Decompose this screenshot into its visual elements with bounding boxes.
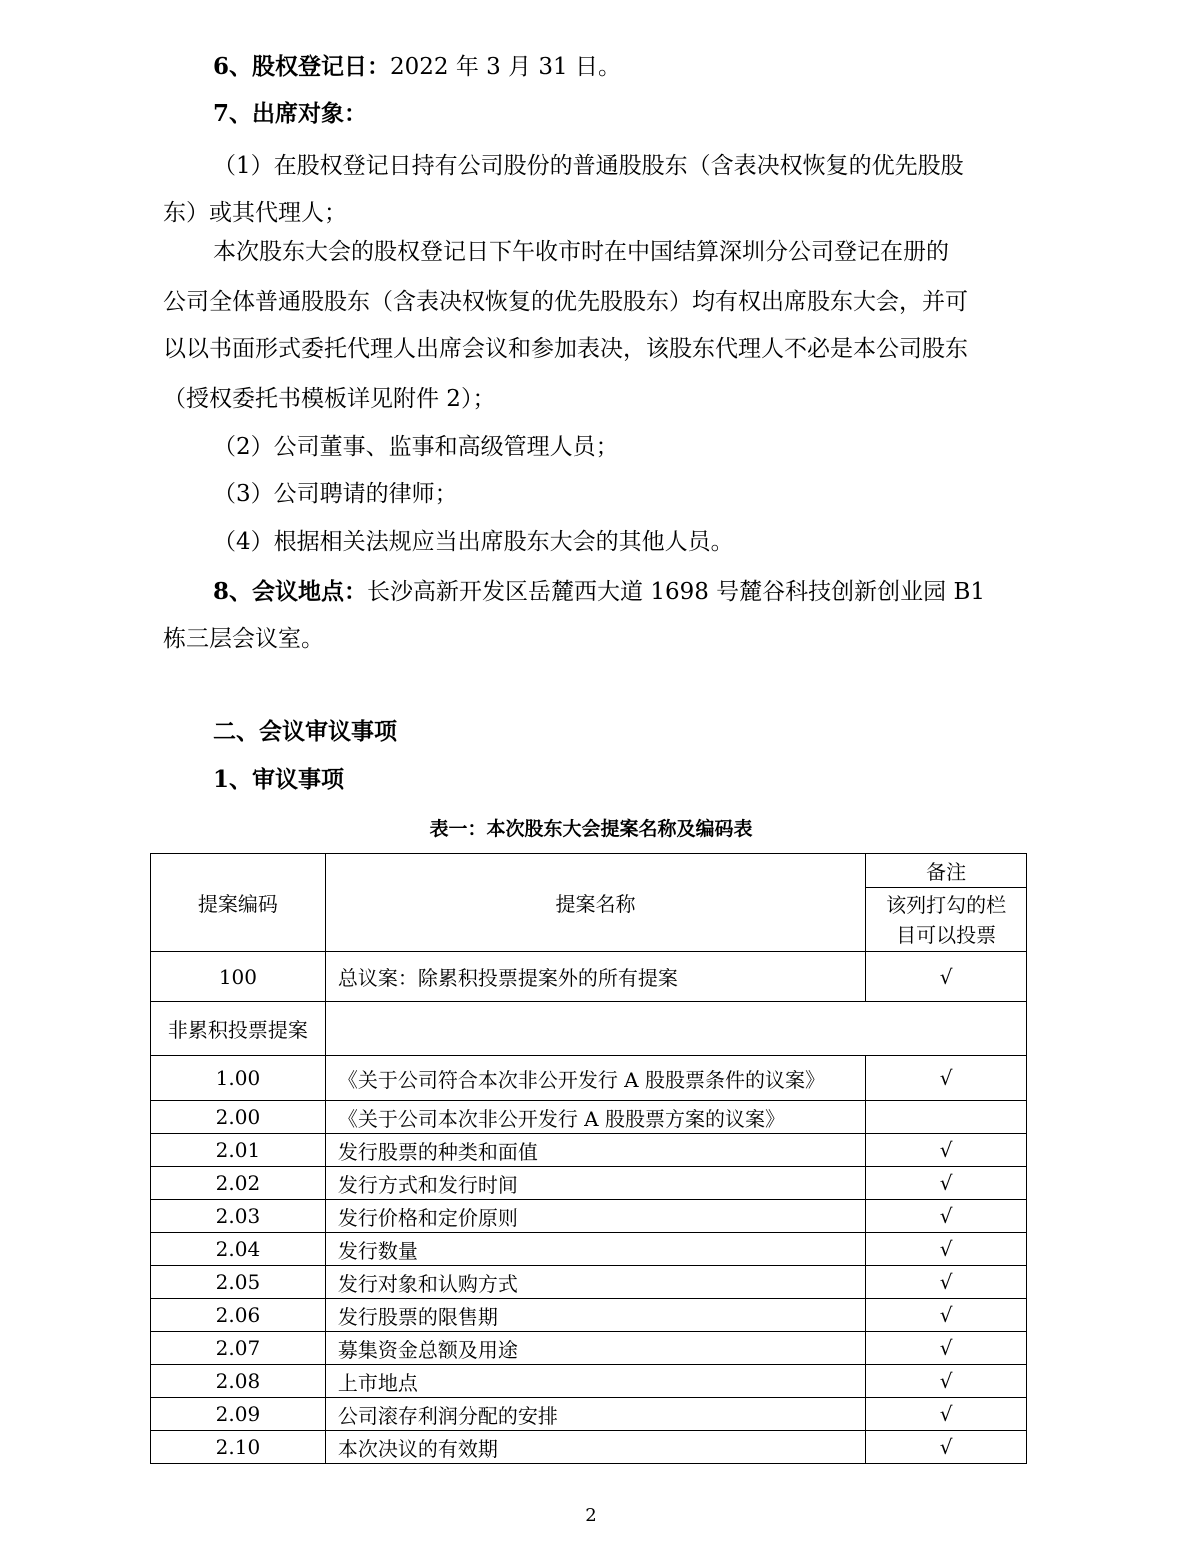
table-row (151, 1167, 1027, 1200)
cell-name: 发行价格和定价原则 (325, 1200, 865, 1233)
cell-code: 1.00 (151, 1056, 326, 1101)
cell-code: 2.10 (151, 1431, 326, 1464)
header-code: 提案编码 (151, 854, 326, 952)
cell-code: 2.09 (151, 1398, 326, 1431)
group-row (151, 1002, 1027, 1056)
check-mark: √ (866, 1431, 1027, 1464)
table-row (151, 1365, 1027, 1398)
check-mark: √ (866, 1299, 1027, 1332)
table-caption: 表一：本次股东大会提案名称及编码表 (429, 818, 753, 840)
subsection-heading: 1、审议事项 (213, 766, 345, 793)
check-mark: √ (866, 1134, 1027, 1167)
cell-code: 100 (151, 952, 326, 1002)
para-body-b: 公司全体普通股股东（含表决权恢复的优先股股东）均有权出席股东大会，并可 (163, 289, 968, 315)
check-mark: √ (866, 1200, 1027, 1233)
cell-name: 募集资金总额及用途 (325, 1332, 865, 1365)
para-1a: （1）在股权登记日持有公司股份的普通股股东（含表决权恢复的优先股股 (213, 153, 964, 179)
item-6-label: 6、股权登记日： (213, 53, 391, 80)
venue: 长沙高新开发区岳麓西大道 1698 号麓谷科技创新创业园 B1 (367, 579, 986, 605)
para-body-d: （授权委托书模板详见附件 2）； (163, 386, 496, 412)
table-row (151, 1299, 1027, 1332)
cell-name: 总议案：除累积投票提案外的所有提案 (325, 952, 865, 1002)
cell-code: 2.08 (151, 1365, 326, 1398)
header-note-sub-1: 该列打勾的栏 (886, 892, 1007, 917)
record-date: 2022 年 3 月 31 日。 (390, 54, 622, 80)
line-8 (213, 577, 985, 607)
header-name: 提案名称 (325, 854, 865, 952)
table-row (151, 1332, 1027, 1365)
group-label: 非累积投票提案 (151, 1002, 326, 1056)
cell-name: 发行对象和认购方式 (325, 1266, 865, 1299)
check-mark: √ (866, 1398, 1027, 1431)
para-item-4: （4）根据相关法规应当出席股东大会的其他人员。 (213, 529, 734, 555)
table-row (151, 1266, 1027, 1299)
group-empty (325, 1002, 1026, 1056)
header-note-sub-2: 目可以投票 (896, 922, 997, 947)
cell-name: 发行股票的限售期 (325, 1299, 865, 1332)
table-row (151, 952, 1027, 1002)
cell-name: 上市地点 (325, 1365, 865, 1398)
check-mark: √ (866, 1056, 1027, 1101)
venue-cont: 栋三层会议室。 (163, 626, 324, 652)
check-mark: √ (866, 952, 1027, 1002)
cell-name: 发行数量 (325, 1233, 865, 1266)
cell-code: 2.06 (151, 1299, 326, 1332)
cell-name: 公司滚存利润分配的安排 (325, 1398, 865, 1431)
page-number: 2 (585, 1505, 597, 1526)
table-row (151, 1134, 1027, 1167)
table-row (151, 1200, 1027, 1233)
para-1b: 东）或其代理人； (163, 200, 347, 226)
table-row (151, 1233, 1027, 1266)
para-item-3: （3）公司聘请的律师； (213, 481, 458, 507)
cell-name: 《关于公司符合本次非公开发行 A 股股票条件的议案》 (325, 1056, 865, 1101)
section-heading: 二、会议审议事项 (213, 718, 397, 745)
line-6 (213, 52, 621, 82)
para-item-2: （2）公司董事、监事和高级管理人员； (213, 434, 619, 460)
item-8-label: 8、会议地点： (213, 578, 368, 605)
cell-code: 2.00 (151, 1101, 326, 1134)
para-body-c: 以以书面形式委托代理人出席会议和参加表决，该股东代理人不必是本公司股东 (163, 336, 968, 362)
proposal-table (150, 853, 1027, 1464)
table-row (151, 1431, 1027, 1464)
table-row (151, 1056, 1027, 1101)
cell-code: 2.05 (151, 1266, 326, 1299)
cell-code: 2.02 (151, 1167, 326, 1200)
cell-code: 2.07 (151, 1332, 326, 1365)
cell-code: 2.04 (151, 1233, 326, 1266)
header-note-sub (866, 888, 1027, 952)
check-mark: √ (866, 1365, 1027, 1398)
para-body-a: 本次股东大会的股权登记日下午收市时在中国结算深圳分公司登记在册的 (213, 239, 949, 265)
check-mark: √ (866, 1332, 1027, 1365)
check-mark: √ (866, 1233, 1027, 1266)
cell-code: 2.01 (151, 1134, 326, 1167)
header-note: 备注 (866, 854, 1027, 888)
cell-code: 2.03 (151, 1200, 326, 1233)
cell-name: 《关于公司本次非公开发行 A 股股票方案的议案》 (325, 1101, 865, 1134)
table-row (151, 1101, 1027, 1134)
cell-name: 发行方式和发行时间 (325, 1167, 865, 1200)
cell-name: 本次决议的有效期 (325, 1431, 865, 1464)
check-mark: √ (866, 1266, 1027, 1299)
cell-name: 发行股票的种类和面值 (325, 1134, 865, 1167)
table-row (151, 1398, 1027, 1431)
item-7-label: 7、出席对象： (213, 100, 368, 127)
check-mark (866, 1101, 1027, 1134)
check-mark: √ (866, 1167, 1027, 1200)
